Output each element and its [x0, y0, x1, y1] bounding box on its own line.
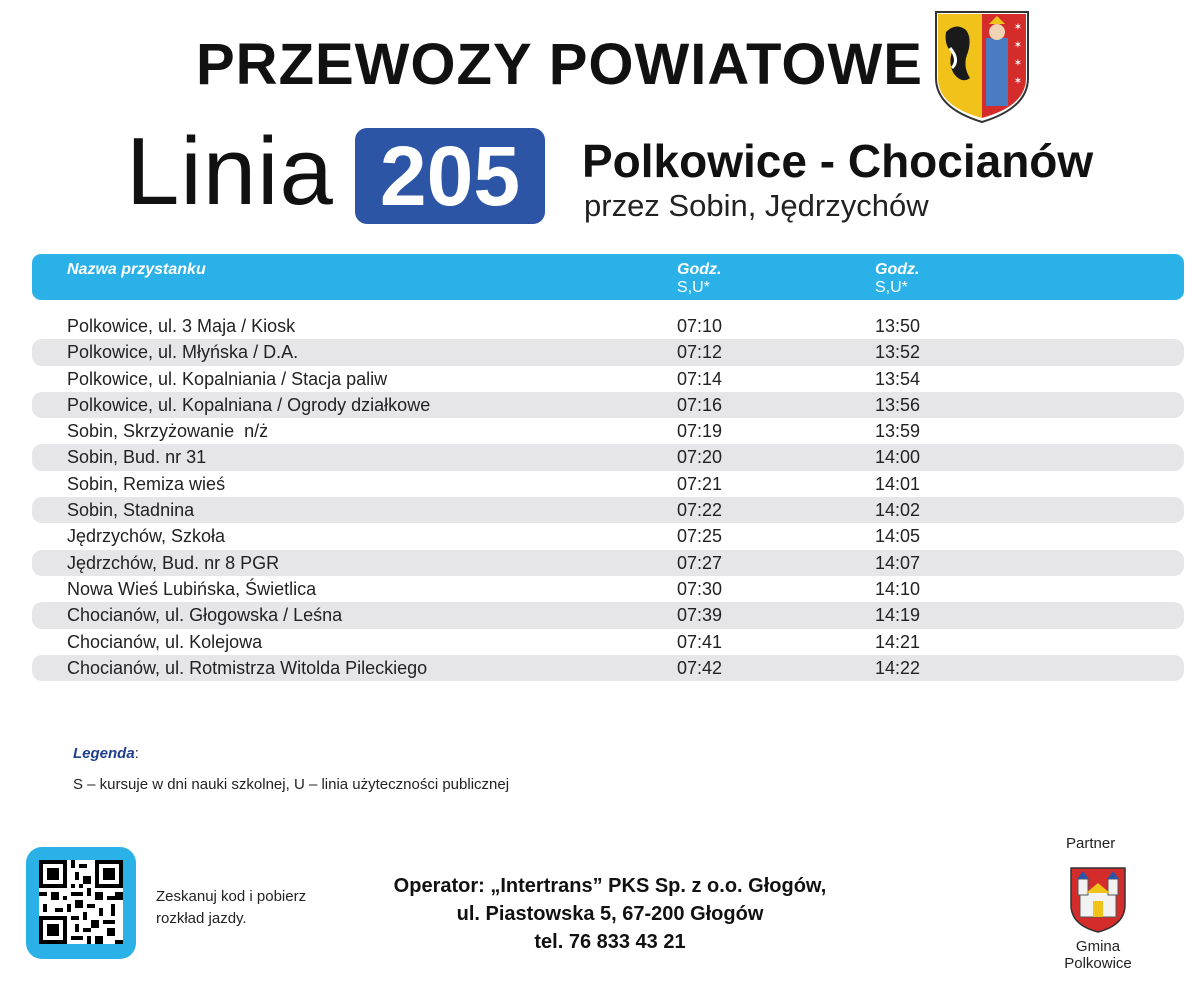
stop-name: Sobin, Remiza wieś — [67, 473, 226, 494]
route-name: Polkowice - Chocianów — [582, 135, 1094, 187]
table-row — [32, 418, 1184, 444]
svg-text:✶: ✶ — [1013, 22, 1023, 33]
qr-caption — [156, 886, 306, 930]
table-row — [32, 550, 1184, 576]
column-header-time-2-sub: S,U* — [875, 279, 908, 296]
timetable-body — [32, 313, 1184, 681]
table-row — [32, 629, 1184, 655]
operator-phone: tel. 76 833 43 21 — [534, 931, 686, 953]
svg-text:✶: ✶ — [1013, 58, 1023, 69]
departure-time-1: 07:39 — [677, 605, 723, 626]
departure-time-2: 14:00 — [875, 447, 921, 468]
table-row — [32, 497, 1184, 523]
departure-time-2: 14:19 — [875, 605, 921, 626]
table-row — [32, 444, 1184, 470]
partner-label: Partner — [1066, 835, 1116, 852]
qr-code-panel[interactable] — [26, 847, 136, 959]
departure-time-2: 13:52 — [875, 342, 921, 363]
line-number-badge: 205 — [355, 128, 545, 224]
table-row — [32, 392, 1184, 418]
stop-name: Chocianów, ul. Głogowska / Leśna — [67, 605, 343, 626]
legend-title-colon: : — [134, 745, 139, 762]
departure-time-2: 14:21 — [875, 631, 921, 652]
departure-time-1: 07:21 — [677, 473, 723, 494]
table-row — [32, 655, 1184, 681]
gmina-label-line-2: Polkowice — [1064, 955, 1132, 972]
operator-name: Operator: „Intertrans” PKS Sp. z o.o. Głogów, — [393, 875, 827, 897]
stop-name: Chocianów, ul. Rotmistrza Witolda Pileckiego — [67, 657, 428, 678]
column-header-time-1 — [677, 261, 721, 297]
table-row — [32, 471, 1184, 497]
departure-time-2: 14:10 — [875, 578, 921, 599]
table-row — [32, 339, 1184, 365]
departure-time-1: 07:19 — [677, 421, 723, 442]
departure-time-2: 14:01 — [875, 473, 921, 494]
departure-time-2: 14:22 — [875, 657, 921, 678]
departure-time-1: 07:41 — [677, 631, 723, 652]
departure-time-1: 07:10 — [677, 316, 723, 336]
table-row — [32, 523, 1184, 549]
column-header-time-1-sub: S,U* — [677, 279, 710, 296]
stop-name: Sobin, Bud. nr 31 — [67, 447, 207, 468]
page-title: PRZEWOZY POWIATOWE — [196, 32, 923, 97]
departure-time-2: 14:05 — [875, 526, 921, 547]
departure-time-2: 13:56 — [875, 394, 921, 415]
legend-text: S – kursuje w dni nauki szkolnej, U – linia użyteczności publicznej — [73, 776, 510, 793]
stop-name: Polkowice, ul. Młyńska / D.A. — [67, 342, 299, 363]
stop-name: Polkowice, ul. Kopalniania / Stacja paliw — [67, 368, 388, 389]
stop-name: Polkowice, ul. Kopalniana / Ogrody działkowe — [67, 394, 431, 415]
departure-time-1: 07:30 — [677, 578, 723, 599]
legend-title — [73, 745, 139, 762]
stop-name: Chocianów, ul. Kolejowa — [67, 631, 263, 652]
departure-time-1: 07:20 — [677, 447, 723, 468]
gmina-coat-of-arms-icon — [1068, 865, 1128, 935]
departure-time-1: 07:14 — [677, 368, 723, 389]
table-row — [32, 313, 1184, 339]
route-via: przez Sobin, Jędrzychów — [584, 188, 929, 223]
departure-time-2: 13:54 — [875, 368, 921, 389]
line-label: Linia — [126, 118, 334, 225]
column-header-time-2 — [875, 261, 919, 297]
table-row — [32, 576, 1184, 602]
operator-address: ul. Piastowska 5, 67-200 Głogów — [456, 903, 764, 925]
svg-text:✶: ✶ — [1013, 76, 1023, 87]
stop-name: Polkowice, ul. 3 Maja / Kiosk — [67, 316, 296, 336]
departure-time-2: 14:07 — [875, 552, 921, 573]
departure-time-1: 07:27 — [677, 552, 723, 573]
gmina-label-line-1: Gmina — [1075, 938, 1121, 955]
stop-name: Jędrzychów, Szkoła — [67, 526, 226, 547]
departure-time-1: 07:16 — [677, 394, 723, 415]
svg-text:✶: ✶ — [1013, 40, 1023, 51]
legend-title-text: Legenda — [73, 745, 135, 762]
stop-name: Sobin, Stadnina — [67, 500, 195, 521]
table-row — [32, 602, 1184, 628]
departure-time-1: 07:12 — [677, 342, 723, 363]
qr-caption-line-1: Zeskanuj kod i pobierz — [156, 888, 307, 905]
stop-name: Sobin, Skrzyżowanie n/ż — [67, 421, 269, 442]
departure-time-2: 13:59 — [875, 421, 921, 442]
column-header-stop: Nazwa przystanku — [67, 261, 206, 278]
column-header-time-2-label: Godz. — [875, 261, 920, 278]
departure-time-1: 07:25 — [677, 526, 723, 547]
stop-name: Nowa Wieś Lubińska, Świetlica — [67, 578, 317, 599]
departure-time-1: 07:42 — [677, 657, 723, 678]
stop-name: Jędrzchów, Bud. nr 8 PGR — [67, 552, 280, 573]
powiat-coat-of-arms-icon — [932, 8, 1032, 126]
qr-code-icon[interactable] — [39, 860, 123, 944]
operator-info — [360, 872, 860, 956]
column-header-time-1-label: Godz. — [677, 261, 722, 278]
departure-time-2: 14:02 — [875, 500, 921, 521]
departure-time-2: 13:50 — [875, 316, 921, 336]
qr-caption-line-2: rozkład jazdy. — [156, 910, 247, 927]
gmina-label — [1050, 938, 1146, 972]
table-header — [32, 254, 1184, 300]
table-row — [32, 366, 1184, 392]
departure-time-1: 07:22 — [677, 500, 723, 521]
